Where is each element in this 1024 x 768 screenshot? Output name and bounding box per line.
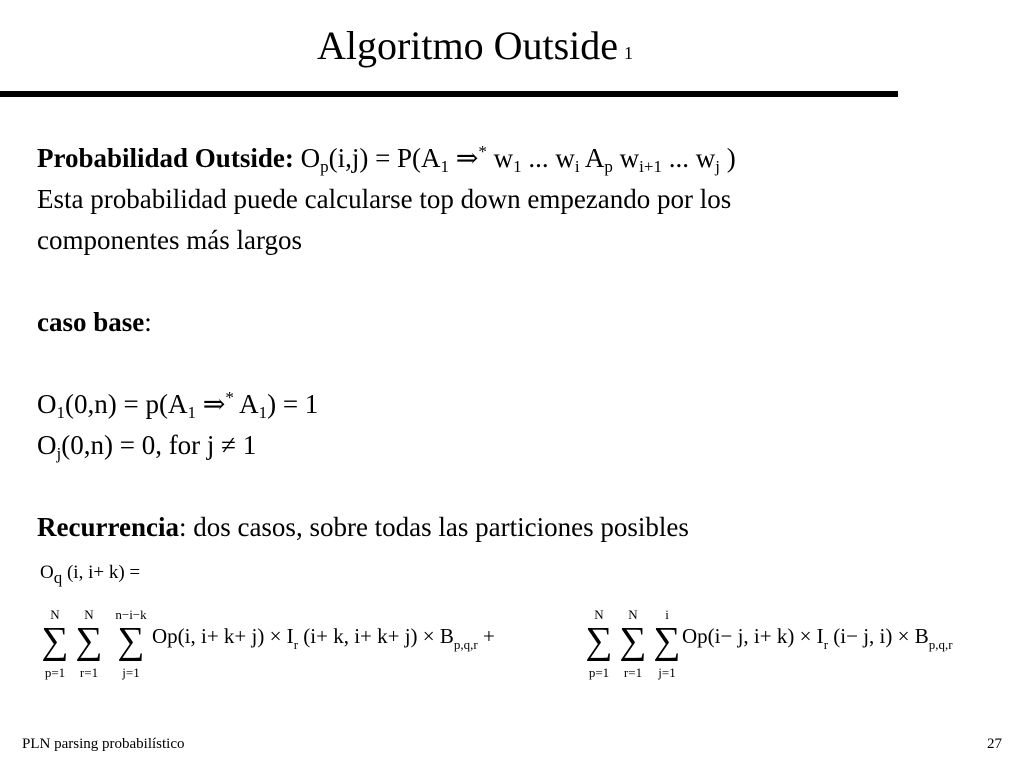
sum-symbol bbox=[72, 606, 106, 682]
sum-upper: N bbox=[50, 607, 60, 622]
formula-part: O bbox=[300, 143, 321, 173]
recurrence-line bbox=[37, 507, 997, 548]
eq-part: (0,n) = p(A bbox=[65, 389, 188, 419]
sum-upper: N bbox=[594, 607, 604, 622]
base-case-heading bbox=[37, 302, 997, 343]
formula-sub: j bbox=[715, 157, 720, 176]
term-part: Op(i, i+ k+ j) × I bbox=[152, 624, 294, 648]
derives-arrow: ⇒ bbox=[455, 143, 479, 173]
formula-sub: i+1 bbox=[639, 157, 662, 176]
eq-part: O bbox=[37, 389, 57, 419]
outside-explanation-1: Esta probabilidad puede calcularse top down empezando por los bbox=[37, 184, 732, 214]
title-rule bbox=[0, 91, 898, 97]
formula-part: w bbox=[612, 143, 640, 173]
sum-lower: r=1 bbox=[79, 665, 99, 680]
title-number: 1 bbox=[624, 43, 634, 63]
recurrence-lhs bbox=[40, 562, 141, 587]
eq-part: O bbox=[37, 430, 57, 460]
formula-part: (i,j) = P(A bbox=[328, 143, 441, 173]
term-part: Op(i− j, i+ k) × I bbox=[682, 624, 824, 648]
sum-lower: j=1 bbox=[122, 665, 140, 680]
slide-title bbox=[0, 22, 950, 69]
recurrence-label: Recurrencia bbox=[37, 512, 179, 542]
sum-term-left bbox=[152, 624, 495, 652]
derives-arrow: ⇒ bbox=[195, 389, 226, 419]
formula-sub: 1 bbox=[513, 157, 522, 176]
sum-lower: j=1 bbox=[658, 665, 676, 680]
formula-part: ... w bbox=[521, 143, 575, 173]
term-part: (i+ k, i+ k+ j) × B bbox=[298, 624, 454, 648]
formula-sub: p bbox=[320, 157, 329, 176]
lhs-part: (i, i+ k) = bbox=[62, 562, 141, 583]
sum-symbol bbox=[38, 606, 72, 682]
base-equation-2 bbox=[37, 425, 997, 466]
sum-symbol bbox=[112, 606, 150, 682]
sum-upper: N bbox=[84, 607, 94, 622]
sum-lower: p=1 bbox=[588, 665, 610, 680]
sum-upper: n−i−k bbox=[115, 607, 147, 622]
sigma-glyph: ∑ bbox=[585, 620, 613, 662]
eq-sub: j bbox=[56, 444, 62, 463]
page-number: 27 bbox=[987, 736, 1002, 752]
sum-symbol bbox=[582, 606, 616, 682]
sigma-glyph: ∑ bbox=[75, 620, 103, 662]
term-sub: p,q,r bbox=[453, 637, 478, 652]
footer-course: PLN parsing probabilístico bbox=[22, 736, 185, 752]
eq-part: ) = 1 bbox=[267, 389, 319, 419]
term-sub: r bbox=[293, 637, 299, 652]
outside-explanation-2: componentes más largos bbox=[37, 225, 302, 255]
formula-sup: * bbox=[478, 142, 487, 161]
formula-part: A bbox=[579, 143, 605, 173]
eq-sup: * bbox=[225, 388, 234, 407]
sigma-glyph: ∑ bbox=[653, 620, 681, 662]
outside-label: Probabilidad Outside: bbox=[37, 143, 294, 173]
base-label: caso base bbox=[37, 307, 145, 337]
sigma-glyph: ∑ bbox=[619, 620, 647, 662]
sum-symbol bbox=[616, 606, 650, 682]
lhs-sub: q bbox=[53, 568, 63, 587]
formula-sub: i bbox=[574, 157, 580, 176]
sum-symbol bbox=[650, 606, 684, 682]
eq-sub: 1 bbox=[258, 403, 268, 422]
formula-part: w bbox=[486, 143, 514, 173]
eq-part: A bbox=[233, 389, 259, 419]
sum-upper: N bbox=[628, 607, 638, 622]
sum-lower: p=1 bbox=[44, 665, 66, 680]
formula-part: ... w bbox=[661, 143, 716, 173]
plus-sign: + bbox=[477, 624, 495, 648]
base-colon: : bbox=[144, 307, 152, 337]
eq-sub: 1 bbox=[56, 403, 65, 422]
formula-sub: 1 bbox=[440, 157, 450, 176]
lhs-part: O bbox=[40, 562, 54, 583]
base-equation-1 bbox=[37, 384, 997, 425]
eq-part: (0,n) = 0, for j ≠ 1 bbox=[61, 430, 257, 460]
sum-term-right bbox=[682, 624, 953, 652]
sigma-glyph: ∑ bbox=[41, 620, 69, 662]
title-text: Algoritmo Outside bbox=[316, 23, 619, 68]
term-part: (i− j, i) × B bbox=[828, 624, 929, 648]
sigma-glyph: ∑ bbox=[117, 620, 145, 662]
slide-body bbox=[37, 138, 997, 548]
formula-sub: p bbox=[604, 157, 613, 176]
outside-definition bbox=[37, 138, 997, 179]
formula-part: ) bbox=[719, 143, 736, 173]
term-sub: r bbox=[823, 637, 829, 652]
sum-upper: i bbox=[665, 607, 669, 622]
recurrence-text: : dos casos, sobre todas las particiones posibles bbox=[178, 512, 689, 542]
sum-lower: r=1 bbox=[623, 665, 643, 680]
eq-sub: 1 bbox=[187, 403, 196, 422]
term-sub: p,q,r bbox=[928, 637, 953, 652]
